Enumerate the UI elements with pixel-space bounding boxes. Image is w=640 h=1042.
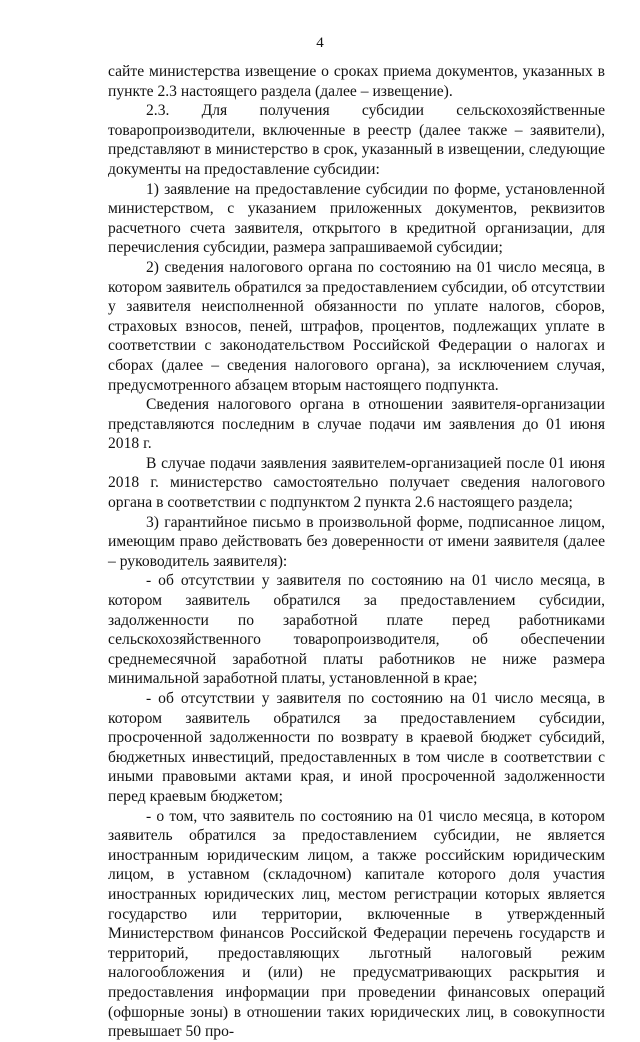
document-body	[108, 62, 605, 1042]
paragraph-tax-info: Сведения налогового органа в отношении заявителя-организации представляются последним в случае подачи им заявления до 01 июня 2018 г.	[108, 396, 605, 453]
paragraph-item-3: 3) гарантийное письмо в произвольной форме, подписанное лицом, имеющим право действовать без доверенности от имени заявителя (далее – руководитель заявителя):	[108, 513, 605, 570]
paragraph-item-1: 1) заявление на предоставление субсидии по форме, установленной министерством, с указанием приложенных документов, реквизитов расчетного счета заявителя, открытого в кредитной организации, для перечисления субсидии, размера запрашиваемой субсидии;	[108, 180, 605, 257]
page-number: 4	[316, 35, 324, 51]
paragraph-continuation: сайте министерства извещение о сроках приема документов, указанных в пункте 2.3 настоящего раздела (далее – извещение).	[108, 63, 605, 100]
paragraph-bullet-foreign: - о том, что заявитель по состоянию на 01 число месяца, в котором заявитель обратился за предоставлением субсидии, не является иностранным юридическим лицом, а также российским юридическим лицом, в уставном (складочном) капитале которого доля участия иностранных юридических лиц, местом регистрации которых является государство или территории, включенные в утвержденный Министерством финансов Российской Федерации перечень государств и территорий, предоставляющих льготный налоговый режим налогообложения и (или) не предусматривающих раскрытия и предоставления информации при проведении финансовых операций (офшорные зоны) в отношении таких юридических лиц, в совокупности превышает 50 про-	[108, 807, 605, 1041]
paragraph-bullet-debt: - об отсутствии у заявителя по состоянию на 01 число месяца, в котором заявитель обратился за предоставлением субсидии, просроченной задолженности по возврату в краевой бюджет субсидий, бюджетных инвестиций, предоставленных в том числе в соответствии с иными правовыми актами края, и иной просроченной задолженности перед краевым бюджетом;	[108, 690, 605, 805]
paragraph-2-3: 2.3. Для получения субсидии сельскохозяйственные товаропроизводители, включенные в реестр (далее также – заявители), представляют в министерство в срок, указанный в извещении, следующие документы на предоставление субсидии:	[108, 102, 605, 178]
paragraph-item-2: 2) сведения налогового органа по состоянию на 01 число месяца, в котором заявитель обратился за предоставлением субсидии, об отсутствии у заявителя неисполненной обязанности по уплате налогов, сборов, страховых взносов, пеней, штрафов, процентов, подлежащих уплате в соответствии с законодательством Российской Федерации о налогах и сборах (далее – сведения налогового органа), за исключением случая, предусмотренного абзацем вторым настоящего подпункта.	[108, 258, 605, 394]
paragraph-bullet-salary: - об отсутствии у заявителя по состоянию на 01 число месяца, в котором заявитель обратился за предоставлением субсидии, задолженности по заработной плате перед работниками сельскохозяйственного товаропроизводителя, об обеспечении среднемесячной заработной платы работников не ниже размера минимальной заработной платы, установленной в крае;	[108, 572, 605, 688]
paragraph-after-june: В случае подачи заявления заявителем-организацией после 01 июня 2018 г. министерство самостоятельно получает сведения налогового органа в соответствии с подпунктом 2 пункта 2.6 настоящего раздела;	[108, 454, 605, 512]
